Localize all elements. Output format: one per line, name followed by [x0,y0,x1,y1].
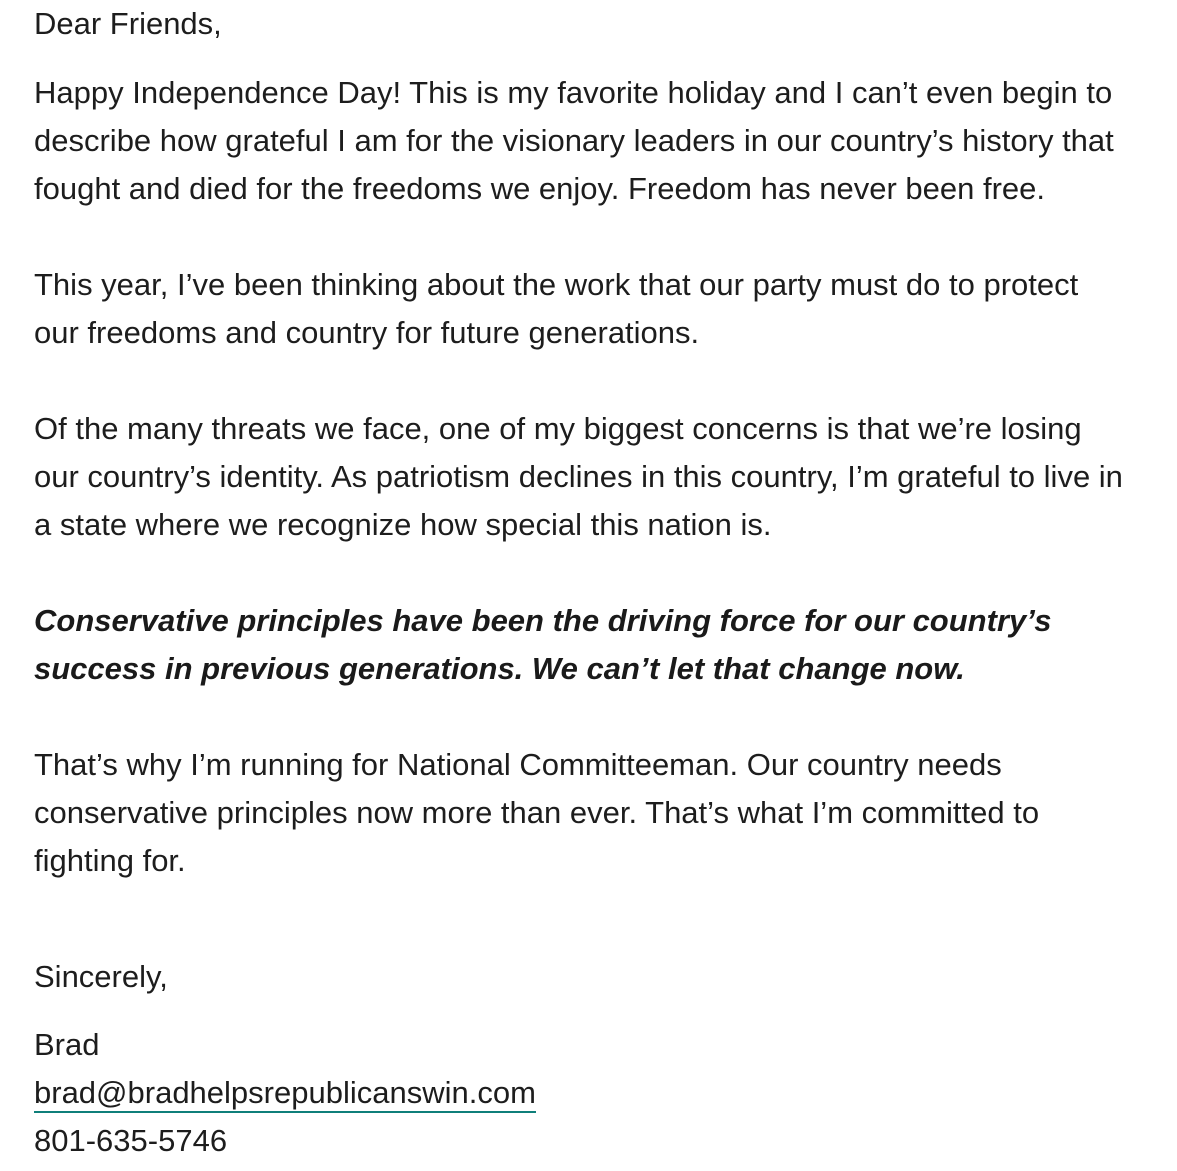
greeting: Dear Friends, [34,6,222,41]
paragraph-line: That’s why I’m running for National Committeeman. Our country needs [34,747,1002,782]
paragraph-line: Conservative principles have been the driving force for our country’s [34,603,1052,638]
paragraph-line: Of the many threats we face, one of my biggest concerns is that we’re losing [34,411,1082,446]
closing: Sincerely, [34,959,168,994]
signature-name: Brad [34,1027,100,1062]
paragraph-line: fighting for. [34,843,186,878]
paragraph-line: our country’s identity. As patriotism declines in this country, I’m grateful to live in [34,459,1123,494]
paragraph-line: our freedoms and country for future generations. [34,315,700,350]
paragraph-independence-day [34,69,1164,213]
paragraph-line: conservative principles now more than ever. That’s what I’m committed to [34,795,1040,830]
signature-email-line [34,1069,1164,1117]
paragraph-line: Happy Independence Day! This is my favorite holiday and I can’t even begin to [34,75,1113,110]
paragraph-emphasis [34,597,1164,693]
signature-email-link[interactable]: brad@bradhelpsrepublicanswin.com [34,1075,536,1113]
paragraph-line: This year, I’ve been thinking about the work that our party must do to protect [34,267,1079,302]
paragraph-line: a state where we recognize how special this nation is. [34,507,772,542]
signature-phone: 801-635-5746 [34,1123,228,1158]
paragraph-running [34,741,1164,885]
paragraph-line: describe how grateful I am for the visionary leaders in our country’s history that [34,123,1114,158]
paragraph-threats [34,405,1164,549]
paragraph-this-year [34,261,1164,357]
paragraph-line: success in previous generations. We can’t let that change now. [34,651,965,686]
paragraph-line: fought and died for the freedoms we enjoy. Freedom has never been free. [34,171,1045,206]
